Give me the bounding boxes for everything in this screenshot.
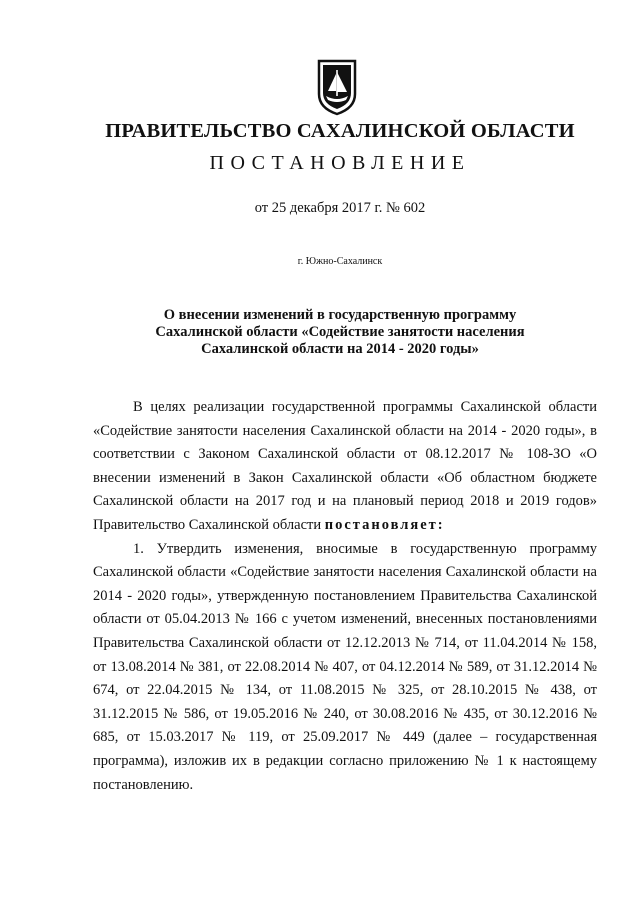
- clause-1-paragraph: 1. Утвердить изменения, вносимые в государственную программу Сахалинской области «Содействие занятости населения Сахалинской области на 2014 - 2020 годы», утвержденную постановлением Правительства Сахалинской области от 05.04.2013 № 166 с учетом изменений, внесенных постановлениями Правительства Сахалинской области от 12.12.2013 № 714, от 11.04.2014 № 158, от 13.08.2014 № 381, от 22.08.2014 № 407, от 04.12.2014 № 589, от 31.12.2014 № 674, от 22.04.2015 № 134, от 11.08.2015 № 325, от 28.10.2015 № 438, от 31.12.2015 № 586, от 19.05.2016 № 240, от 30.08.2016 № 435, от 30.12.2016 № 685, от 15.03.2017 № 119, от 25.09.2017 № 449 (далее – государственная программа), изложив их в редакции согласно приложению № 1 к настоящему постановлению.: [93, 540, 597, 793]
- document-city: г. Южно-Сахалинск: [297, 256, 383, 267]
- document-type: ПОСТАНОВЛЕНИЕ: [209, 152, 471, 174]
- subject-line-3: Сахалинской области на 2014 - 2020 годы»: [201, 341, 479, 357]
- subject-line-1: О внесении изменений в государственную программу: [163, 307, 517, 323]
- sakhalin-coat-of-arms-icon: [316, 58, 358, 116]
- preamble-text: В целях реализации государственной программы Сахалинской области «Содействие занятости населения Сахалинской области на 2014 - 2020 годы», в соответствии с Законом Сахалинской области от 08.12.2017 № 108-ЗО «О внесении изменений в Закон Сахалинской области «Об областном бюджете Сахалинской области на 2017 год и на плановый период 2018 и 2019 годов» Правительство Сахалинской области: [93, 399, 597, 533]
- subject-line-2: Сахалинской области «Содействие занятости населения: [155, 324, 525, 340]
- decree-keyword: постановляет:: [324, 516, 445, 533]
- document-date-number: от 25 декабря 2017 г. № 602: [254, 200, 426, 216]
- government-title: ПРАВИТЕЛЬСТВО САХАЛИНСКОЙ ОБЛАСТИ: [105, 120, 575, 142]
- document-subject: [100, 307, 580, 358]
- document-body: [93, 396, 597, 797]
- preamble-paragraph: [93, 396, 597, 538]
